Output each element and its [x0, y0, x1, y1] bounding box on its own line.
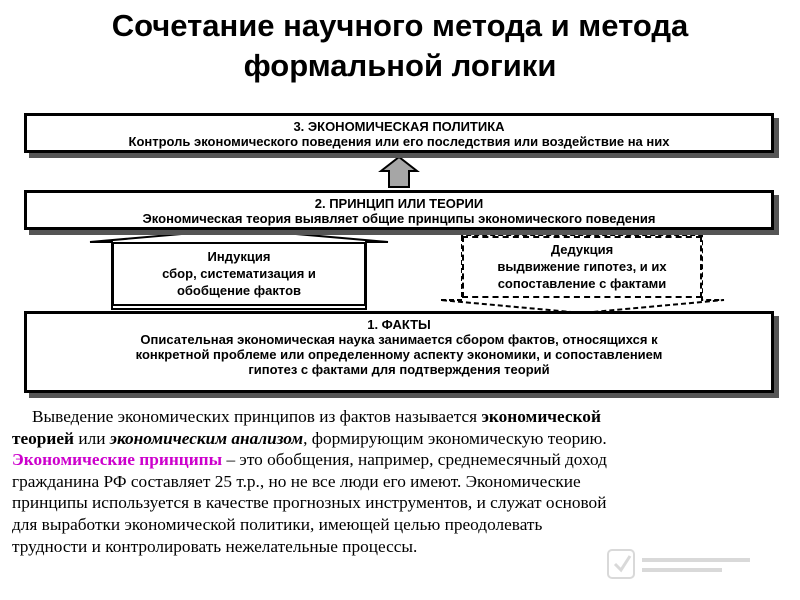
paragraph-text: , формирующим экономическую теорию.: [303, 428, 607, 448]
deduction-heading: Дедукция: [550, 242, 614, 257]
up-arrow-icon: [381, 157, 417, 187]
policy-box: [24, 113, 774, 153]
paragraph-line: [12, 428, 790, 450]
induction-line1: сбор, систематизация и: [162, 266, 316, 281]
facts-line2: конкретной проблеме или определенному аспекту экономики, и сопоставлением: [135, 347, 663, 362]
policy-text: Контроль экономического поведения или его последствия или воздействие на них: [128, 134, 670, 149]
paragraph-line: гражданина РФ составляет 25 т.р., но не все люди его имеют. Экономические: [12, 471, 581, 491]
induction-line2: обобщение фактов: [176, 283, 302, 298]
watermark-graphic: [606, 544, 756, 584]
facts-heading: 1. ФАКТЫ: [367, 317, 431, 332]
induction-box: [112, 242, 366, 306]
paragraph-line: для выработки экономической политики, имеющей целью преодолевать: [12, 514, 543, 534]
term-economic-analysis: экономическим анализом: [109, 428, 304, 448]
slide-title-line1: Сочетание научного метода и метода: [111, 8, 689, 43]
facts-line3: гипотез с фактами для подтверждения теорий: [248, 362, 550, 377]
deduction-line1: выдвижение гипотез, и их: [497, 259, 667, 274]
watermark-logo: [596, 540, 766, 588]
paragraph-line: принципы используется в качестве прогнозных инструментов, и служат основой: [12, 493, 607, 513]
theory-text: Экономическая теория выявляет общие принципы экономического поведения: [142, 211, 656, 226]
term-economic-theory: экономической: [481, 407, 601, 426]
paragraph-line: [12, 449, 790, 471]
paragraph-line: [12, 406, 790, 428]
paragraph-text: Выведение экономических принципов из фактов называется: [32, 407, 482, 426]
paragraph-text: или: [74, 428, 110, 448]
induction-heading: Индукция: [207, 249, 271, 264]
theory-box: [24, 190, 774, 230]
slide-title-line2: формальной логики: [243, 48, 557, 83]
term-economic-principles: Экономические принципы: [12, 450, 223, 470]
theory-heading: 2. ПРИНЦИП ИЛИ ТЕОРИИ: [314, 196, 484, 211]
paragraph-text: – это обобщения, например, среднемесячный доход: [222, 450, 607, 470]
deduction-box: [462, 236, 702, 298]
deduction-line2: сопоставление с фактами: [497, 276, 667, 291]
explanation-paragraph: [12, 406, 790, 557]
policy-heading: 3. ЭКОНОМИЧЕСКАЯ ПОЛИТИКА: [293, 119, 505, 134]
facts-line1: Описательная экономическая наука занимается сбором фактов, относящихся к: [140, 332, 658, 347]
term-theory: теорией: [12, 428, 74, 448]
paragraph-line: трудности и контролировать нежелательные процессы.: [12, 536, 418, 556]
facts-box: [24, 311, 774, 393]
